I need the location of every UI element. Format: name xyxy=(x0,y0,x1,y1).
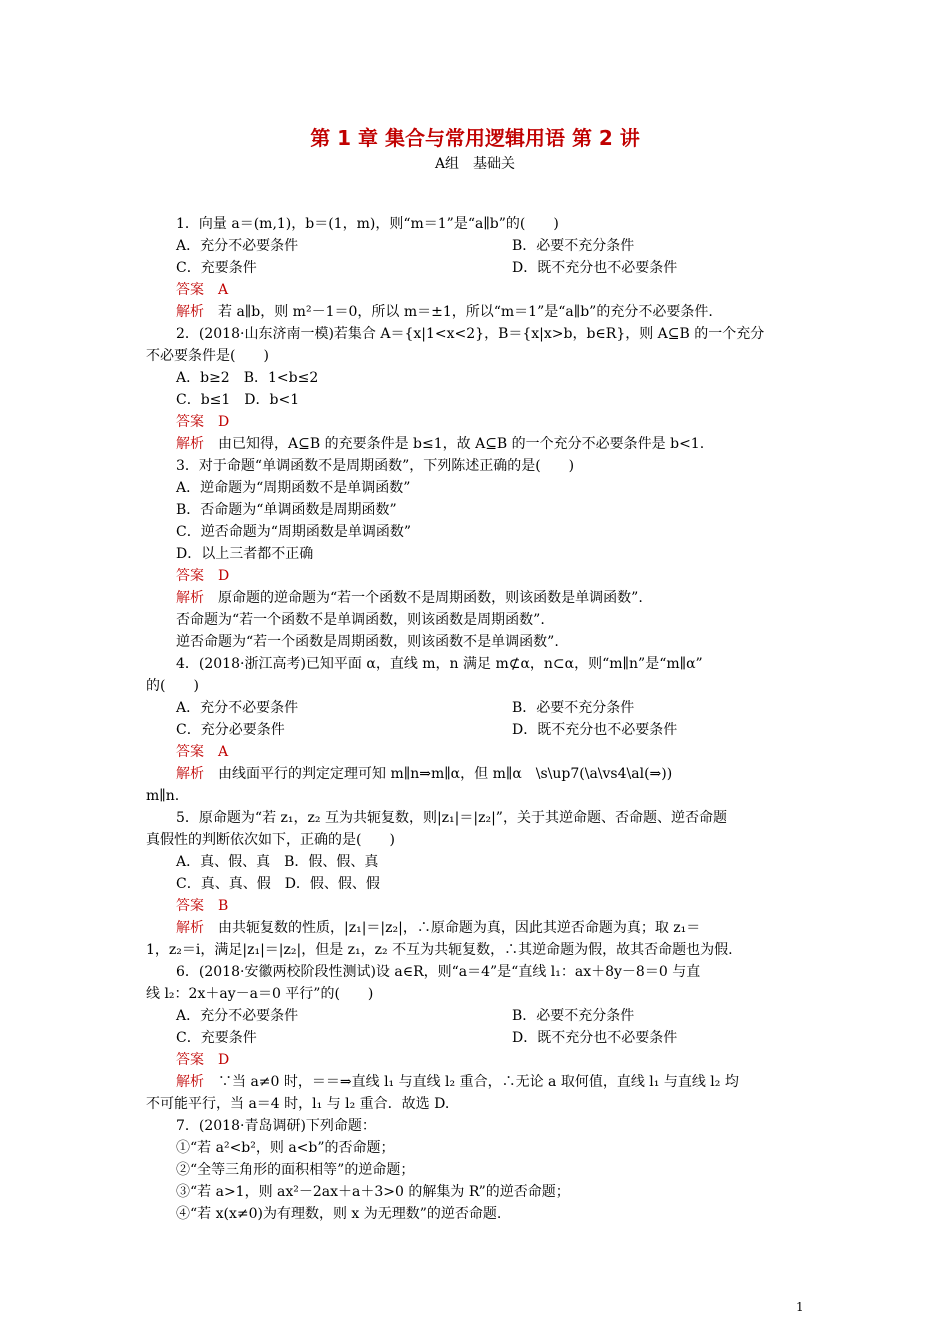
text-line: D．以上三者都不正确 xyxy=(176,546,314,562)
options-row xyxy=(146,235,814,257)
explanation-label: 解析 xyxy=(176,304,204,320)
explanation-label: 解析 xyxy=(176,766,204,782)
explanation-text: 由共轭复数的性质，|z₁|＝|z₂|，∴原命题为真，因此其逆否命题为真；取 z₁＝ xyxy=(204,920,701,936)
text-line: 否命题为“若一个函数不是单调函数，则该函数是周期函数”. xyxy=(176,612,545,628)
text-line: 4．(2018·浙江高考)已知平面 α，直线 m，n 满足 m⊄α，n⊂α，则“m∥n”是“m∥α” xyxy=(176,656,703,672)
text-line: A．b≥2 B．1<b≤2 xyxy=(176,370,319,386)
text-line: B．否命题为“单调函数是周期函数” xyxy=(176,502,397,518)
explanation-line xyxy=(146,433,814,455)
text-line: ②“全等三角形的面积相等”的逆命题； xyxy=(176,1162,415,1178)
option-text: A．充分不必要条件 xyxy=(176,700,299,716)
explanation-line xyxy=(146,301,814,323)
explanation-text: 由已知得，A⊆B 的充要条件是 b≤1，故 A⊆B 的一个充分不必要条件是 b<1. xyxy=(204,436,705,452)
explanation-text: 若 a∥b，则 m²－1＝0，所以 m＝±1，所以“m＝1”是“a∥b”的充分不必要条件. xyxy=(204,304,713,320)
explanation-label: 解析 xyxy=(176,1074,204,1090)
explanation-text: ∵当 a≠0 时，＝＝⇒直线 l₁ 与直线 l₂ 重合，∴无论 a 取何值，直线 l₁ 与直线 l₂ 均 xyxy=(204,1074,739,1090)
text-line: C．逆否命题为“周期函数是单调函数” xyxy=(176,524,412,540)
option-text: C．充要条件 xyxy=(176,1030,257,1046)
text-line: ④“若 x(x≠0)为有理数，则 x 为无理数”的逆否命题. xyxy=(176,1206,502,1222)
option-text: B．必要不充分条件 xyxy=(512,1008,635,1024)
text-line: 3．对于命题“单调函数不是周期函数”，下列陈述正确的是( ) xyxy=(176,458,575,474)
page-number: 1 xyxy=(796,1300,804,1314)
option-text: A．充分不必要条件 xyxy=(176,238,299,254)
text-line: m∥n. xyxy=(146,788,180,804)
explanation-label: 解析 xyxy=(176,920,204,936)
option-text: D．既不充分也不必要条件 xyxy=(512,1030,678,1046)
answer-line: 答案 A xyxy=(176,744,229,760)
document-body xyxy=(146,213,814,1225)
options-row xyxy=(146,697,814,719)
explanation-text: 由线面平行的判定定理可知 m∥n⇒m∥α，但 m∥α \s\up7(\a\vs4\al(⇒)) xyxy=(204,766,673,782)
text-line: 5．原命题为“若 z₁，z₂ 互为共轭复数，则|z₁|＝|z₂|”，关于其逆命题、否命题、逆否命题 xyxy=(176,810,727,826)
text-line: 的( ) xyxy=(146,678,199,694)
text-line: 1．向量 a＝(m,1)，b＝(1，m)，则“m＝1”是“a∥b”的( ) xyxy=(176,216,559,232)
option-text: B．必要不充分条件 xyxy=(512,238,635,254)
options-row xyxy=(146,257,814,279)
text-line: 2．(2018·山东济南一模)若集合 A＝{x|1<x<2}，B＝{x|x>b，b∈R}，则 A⊆B 的一个充分 xyxy=(176,326,765,342)
text-line: 线 l₂：2x＋ay－a＝0 平行”的( ) xyxy=(146,986,374,1002)
answer-line: 答案 D xyxy=(176,1052,230,1068)
text-line: 6．(2018·安徽两校阶段性测试)设 a∈R，则“a＝4”是“直线 l₁：ax＋8y－8＝0 与直 xyxy=(176,964,701,980)
answer-line: 答案 D xyxy=(176,414,230,430)
options-row xyxy=(146,719,814,741)
option-text: C．充分必要条件 xyxy=(176,722,285,738)
option-text: B．必要不充分条件 xyxy=(512,700,635,716)
text-line: 1，z₂＝i，满足|z₁|＝|z₂|，但是 z₁，z₂ 不互为共轭复数，∴其逆命题为假，故其否命题也为假. xyxy=(146,942,733,958)
page-title: 第 1 章 集合与常用逻辑用语 第 2 讲 xyxy=(310,126,640,150)
options-row xyxy=(146,1005,814,1027)
text-line: C．真、真、假 D．假、假、假 xyxy=(176,876,380,892)
text-line: 不必要条件是( ) xyxy=(146,348,269,364)
answer-line: 答案 D xyxy=(176,568,230,584)
explanation-line xyxy=(146,917,814,939)
text-line: 逆否命题为“若一个函数是周期函数，则该函数不是单调函数”. xyxy=(176,634,559,650)
explanation-label: 解析 xyxy=(176,590,204,606)
option-text: A．充分不必要条件 xyxy=(176,1008,299,1024)
text-line: 真假性的判断依次如下，正确的是( ) xyxy=(146,832,395,848)
options-row xyxy=(146,1027,814,1049)
explanation-line xyxy=(146,587,814,609)
answer-line: 答案 B xyxy=(176,898,229,914)
option-text: D．既不充分也不必要条件 xyxy=(512,260,678,276)
text-line: 不可能平行，当 a＝4 时，l₁ 与 l₂ 重合．故选 D. xyxy=(146,1096,450,1112)
text-line: ①“若 a²<b²，则 a<b”的否命题； xyxy=(176,1140,395,1156)
text-line: C．b≤1 D．b<1 xyxy=(176,392,300,408)
text-line: ③“若 a>1，则 ax²－2ax＋a＋3>0 的解集为 R”的逆否命题； xyxy=(176,1184,570,1200)
text-line: A．真、假、真 B．假、假、真 xyxy=(176,854,379,870)
text-line: 7．(2018·青岛调研)下列命题： xyxy=(176,1118,376,1134)
text-line: A．逆命题为“周期函数不是单调函数” xyxy=(176,480,411,496)
explanation-text: 原命题的逆命题为“若一个函数不是周期函数，则该函数是单调函数”. xyxy=(204,590,643,606)
option-text: C．充要条件 xyxy=(176,260,257,276)
explanation-line xyxy=(146,763,814,785)
section-subtitle: A组 基础关 xyxy=(434,156,516,172)
explanation-label: 解析 xyxy=(176,436,204,452)
explanation-line xyxy=(146,1071,814,1093)
answer-line: 答案 A xyxy=(176,282,229,298)
option-text: D．既不充分也不必要条件 xyxy=(512,722,678,738)
